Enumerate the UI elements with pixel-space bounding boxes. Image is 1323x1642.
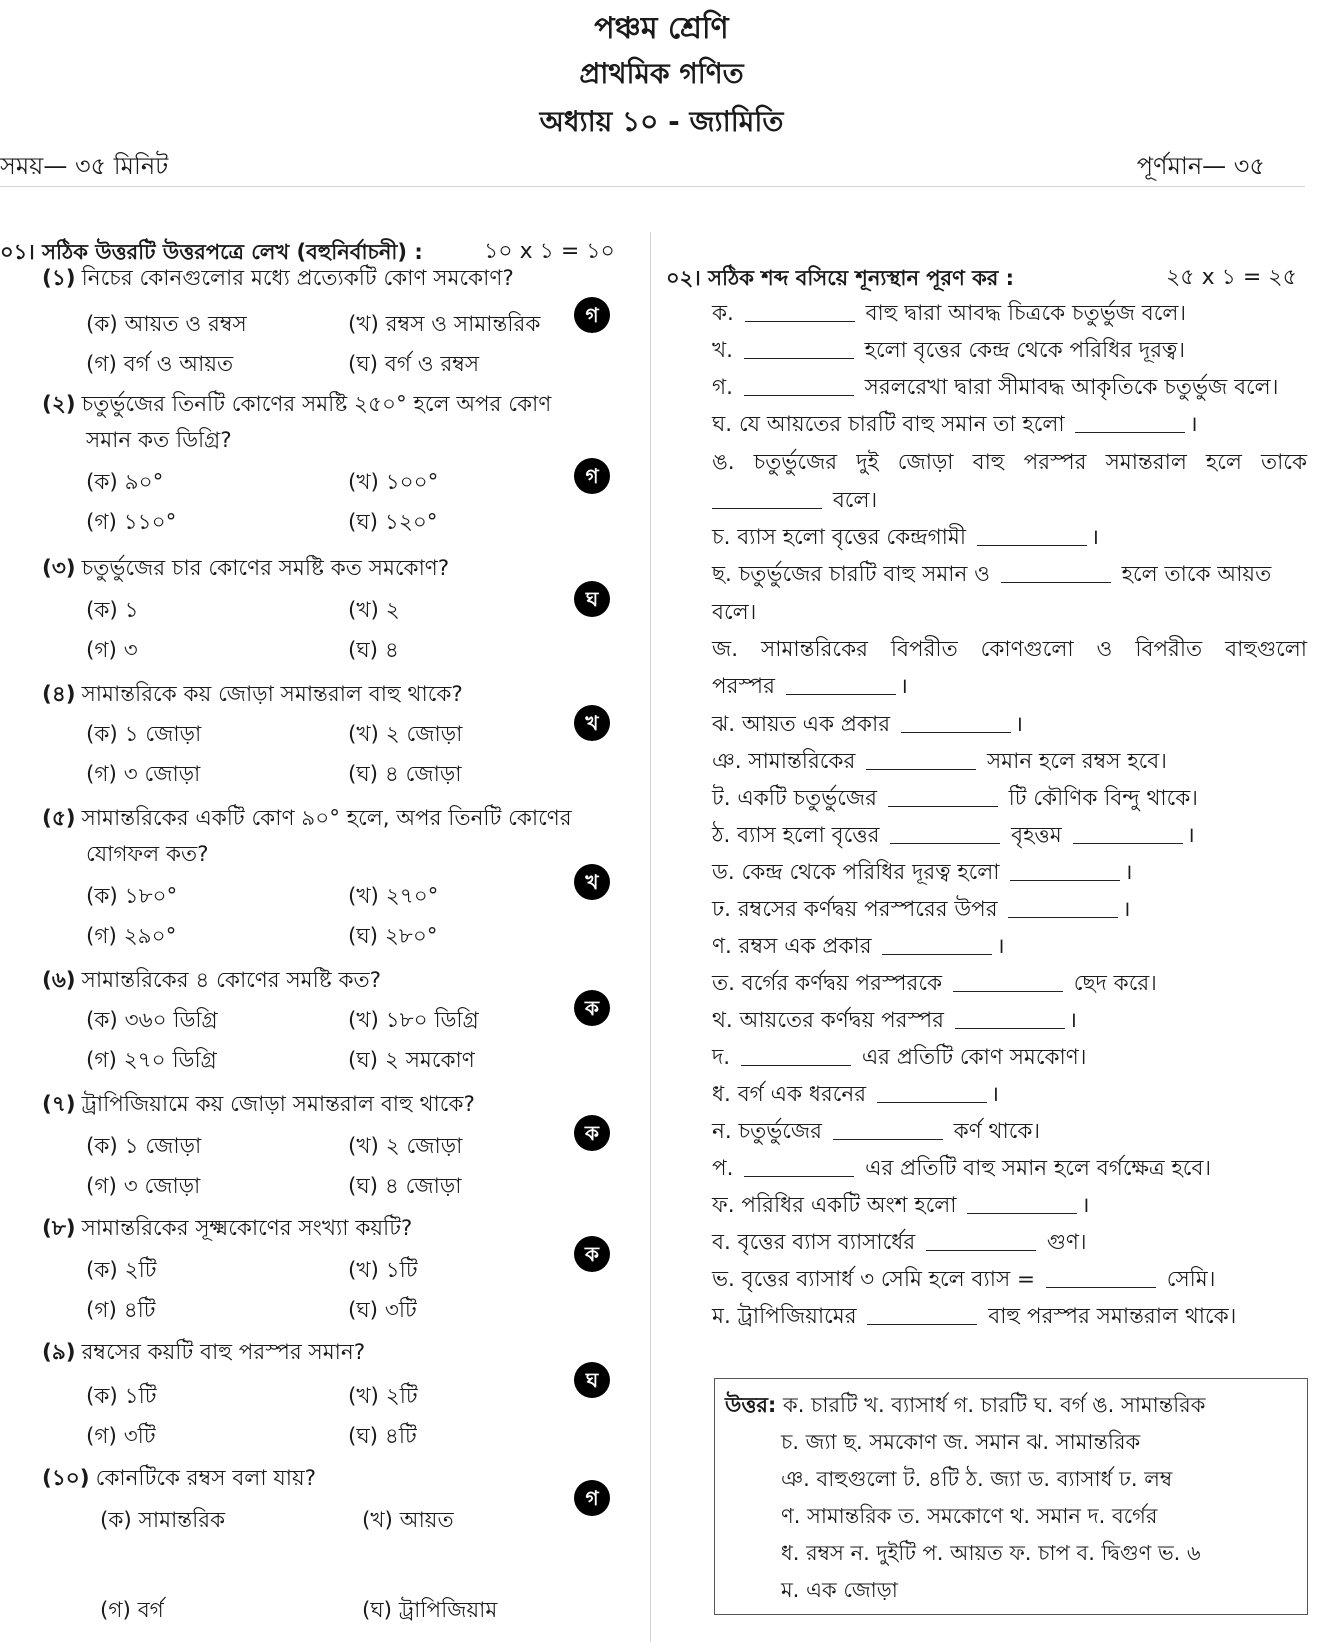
question-text: সামান্তরিকের ৪ কোণের সমষ্টি কত?: [81, 968, 382, 993]
mcq-question: [42, 800, 642, 838]
subject-title: প্রাথমিক গণিত: [579, 57, 744, 90]
blank: [1008, 895, 1118, 918]
blank: [741, 1043, 851, 1066]
fill-line: গ. সরলরেখা দ্বারা সীমাবদ্ধ আকৃতিকে চতুর্ভুজ বলে।: [712, 375, 1279, 400]
option-d: (ঘ) ট্রাপিজিয়াম: [362, 1598, 498, 1623]
question-text: ট্রাপিজিয়ামে কয় জোড়া সমান্তরাল বাহু থাকে?: [81, 1092, 475, 1117]
question-text: সামান্তরিকের সূক্ষ্মকোণের সংখ্যা কয়টি?: [81, 1216, 413, 1241]
answer-key-row: ঞ. বাহুগুলো ট. ৪টি ঠ. জ্যা ড. ব্যাসার্ধ ঢ. লম্ব: [781, 1467, 1173, 1491]
question-text-continued: যোগফল কত?: [86, 842, 209, 867]
fill-line: ছ. চতুর্ভুজের চারটি বাহু সমান ও হলে তাকে আয়ত: [712, 562, 1272, 587]
answer-badge: ঘ: [574, 581, 610, 617]
question-number: (৫): [42, 806, 76, 831]
answer-key-row: ণ. সামান্তরিক ত. সমকোণে থ. সমান দ. বর্গের: [781, 1504, 1158, 1528]
blank: [977, 523, 1087, 546]
option-a: (ক) ৯০°: [86, 470, 164, 495]
mcq-question: [42, 260, 642, 298]
fill-line: ন. চতুর্ভুজের কর্ণ থাকে।: [712, 1119, 1041, 1144]
option-d: (ঘ) বর্গ ও রম্বস: [348, 352, 480, 377]
question-text: নিচের কোনগুলোর মধ্যে প্রত্যেকটি কোণ সমকোণ?: [81, 266, 514, 291]
mcq-question: [42, 676, 642, 714]
question-number: (৩): [42, 556, 76, 581]
blank: [1046, 1265, 1156, 1288]
answer-badge: ঘ: [574, 1362, 610, 1398]
fill-line: ঙ. চতুর্ভুজের দুই জোড়া বাহু পরস্পর সমান্তরাল হলে তাকে: [712, 450, 1307, 475]
question-text: চতুর্ভুজের তিনটি কোণের সমষ্টি ২৫০° হলে অপর কোণ: [81, 392, 552, 417]
column-divider: [650, 232, 651, 1642]
option-c: (গ) ৩টি: [86, 1424, 156, 1449]
header-divider: [0, 186, 1305, 187]
option-b: (খ) ২: [348, 598, 400, 623]
option-c: (গ) বর্গ ও আয়ত: [86, 352, 234, 377]
blank: [744, 1154, 854, 1177]
option-d: (ঘ) ৪: [348, 638, 399, 663]
option-b: (খ) রম্বস ও সামান্তরিক: [348, 312, 541, 337]
answer-badge: খ: [574, 705, 610, 741]
option-b: (খ) ১০০°: [348, 470, 439, 495]
blank: [953, 969, 1063, 992]
section2-title: ০২। সঠিক শব্দ বসিয়ে শূন্যস্থান পূরণ কর :: [666, 266, 1015, 290]
class-title: পঞ্চম শ্রেণি: [594, 11, 729, 46]
option-c: (গ) ৩ জোড়া: [86, 1174, 201, 1199]
question-number: (৯): [42, 1340, 76, 1365]
fill-line: ঢ. রম্বসের কর্ণদ্বয় পরস্পরের উপর ।: [712, 897, 1131, 922]
option-a: (ক) ৩৬০ ডিগ্রি: [86, 1008, 218, 1033]
option-d: (ঘ) ২৮০°: [348, 924, 438, 949]
fill-line: খ. হলো বৃত্তের কেন্দ্র থেকে পরিধির দূরত্ব।: [712, 338, 1186, 363]
fill-line: ঞ. সামান্তরিকের সমান হলে রম্বস হবে।: [712, 749, 1167, 774]
fill-line: ব. বৃত্তের ব্যাস ব্যাসার্ধের গুণ।: [712, 1230, 1087, 1255]
blank: [744, 373, 854, 396]
option-b: (খ) ১টি: [348, 1258, 418, 1283]
fill-line: চ. ব্যাস হলো বৃত্তের কেন্দ্রগামী ।: [712, 525, 1099, 550]
option-a: (ক) আয়ত ও রম্বস: [86, 312, 247, 337]
full-marks: পূর্ণমান— ৩৫: [1136, 152, 1265, 180]
blank: [955, 1006, 1065, 1029]
mcq-question: [42, 1460, 642, 1498]
fill-line: পরস্পর ।: [712, 674, 908, 699]
fill-line: বলে।: [712, 600, 757, 625]
option-c: (গ) ৩: [86, 638, 138, 663]
question-number: (৮): [42, 1216, 76, 1241]
answer-badge: গ: [574, 297, 610, 333]
option-b: (খ) আয়ত: [362, 1508, 454, 1533]
fill-line: ম. ট্রাপিজিয়ামের বাহু পরস্পর সমান্তরাল থাকে।: [712, 1304, 1237, 1329]
blank: [901, 710, 1011, 733]
blank: [1010, 858, 1120, 881]
option-d: (ঘ) ৪ জোড়া: [348, 762, 462, 787]
question-text: সামান্তরিকে কয় জোড়া সমান্তরাল বাহু থাকে?: [81, 682, 463, 707]
fill-line: ণ. রম্বস এক প্রকার ।: [712, 934, 1005, 959]
answer-key-row: উত্তর: ক. চারটি খ. ব্যাসার্ধ গ. চারটি ঘ. বর্গ ঙ. সামান্তরিক: [725, 1393, 1206, 1417]
answer-badge: খ: [574, 864, 610, 900]
blank: [888, 784, 998, 807]
blank: [744, 336, 854, 359]
blank: [890, 821, 1000, 844]
chapter-title: অধ্যায় ১০ - জ্যামিতি: [539, 105, 784, 138]
blank: [926, 1228, 1036, 1251]
option-b: (খ) ২ জোড়া: [348, 722, 463, 747]
option-a: (ক) ১৮০°: [86, 884, 178, 909]
blank: [1075, 410, 1185, 433]
question-number: (৬): [42, 968, 76, 993]
fill-line: ক. বাহু দ্বারা আবদ্ধ চিত্রকে চতুর্ভুজ বলে।: [712, 301, 1187, 326]
option-d: (ঘ) ৪টি: [348, 1424, 417, 1449]
option-d: (ঘ) ১২০°: [348, 510, 438, 535]
question-number: (২): [42, 392, 76, 417]
blank: [786, 672, 896, 695]
fill-line: জ. সামান্তরিকের বিপরীত কোণগুলো ও বিপরীত বাহুগুলো: [712, 637, 1307, 662]
option-b: (খ) ২ জোড়া: [348, 1134, 463, 1159]
option-c: (গ) বর্গ: [100, 1598, 164, 1623]
option-d: (ঘ) ৩টি: [348, 1298, 417, 1323]
fill-line: প. এর প্রতিটি বাহু সমান হলে বর্গক্ষেত্র হবে।: [712, 1156, 1212, 1181]
blank: [1073, 821, 1183, 844]
blank: [745, 299, 855, 322]
answer-badge: ক: [574, 1236, 610, 1272]
fill-line: থ. আয়তের কর্ণদ্বয় পরস্পর ।: [712, 1008, 1077, 1033]
answer-badge: গ: [574, 1480, 610, 1516]
section2-score: ২৫ x ১ = ২৫: [1166, 265, 1297, 290]
fill-line: ত. বর্গের কর্ণদ্বয় পরস্পরকে ছেদ করে।: [712, 971, 1157, 996]
option-b: (খ) ১৮০ ডিগ্রি: [348, 1008, 479, 1033]
option-a: (ক) ১ জোড়া: [86, 1134, 202, 1159]
question-number: (১): [42, 266, 76, 291]
blank: [867, 1302, 977, 1325]
answer-badge: গ: [574, 458, 610, 494]
question-text: কোনটিকে রম্বস বলা যায়?: [95, 1466, 317, 1491]
fill-line: ট. একটি চতুর্ভুজের টি কৌণিক বিন্দু থাকে।: [712, 786, 1198, 811]
mcq-question: [42, 1086, 642, 1124]
option-a: (ক) ১: [86, 598, 139, 623]
blank: [712, 486, 822, 509]
option-a: (ক) সামান্তরিক: [100, 1508, 226, 1533]
fill-line: ভ. বৃত্তের ব্যাসার্ধ ৩ সেমি হলে ব্যাস = সেমি।: [712, 1267, 1216, 1292]
mcq-question: [42, 962, 642, 1000]
question-text: রম্বসের কয়টি বাহু পরস্পর সমান?: [81, 1340, 366, 1365]
question-text: চতুর্ভুজের চার কোণের সমষ্টি কত সমকোণ?: [81, 556, 450, 581]
fill-line: ঠ. ব্যাস হলো বৃত্তের বৃহত্তম ।: [712, 823, 1195, 848]
answer-badge: ক: [574, 990, 610, 1026]
option-a: (ক) ১টি: [86, 1384, 157, 1409]
option-c: (গ) ১১০°: [86, 510, 177, 535]
question-number: (১০): [42, 1466, 90, 1491]
fill-line: ঝ. আয়ত এক প্রকার ।: [712, 712, 1024, 737]
option-b: (খ) ২৭০°: [348, 884, 439, 909]
question-number: (৭): [42, 1092, 76, 1117]
blank: [967, 1191, 1077, 1214]
fill-line: ফ. পরিধির একটি অংশ হলো ।: [712, 1193, 1090, 1218]
answer-key-row: ধ. রম্বস ন. দুইটি প. আয়ত ফ. চাপ ব. দ্বিগুণ ভ. ৬: [781, 1541, 1201, 1565]
option-b: (খ) ২টি: [348, 1384, 418, 1409]
option-d: (ঘ) ২ সমকোণ: [348, 1048, 475, 1073]
fill-line: দ. এর প্রতিটি কোণ সমকোণ।: [712, 1045, 1087, 1070]
question-text: সামান্তরিকের একটি কোণ ৯০° হলে, অপর তিনটি কোণের: [81, 806, 572, 831]
option-a: (ক) ২টি: [86, 1258, 157, 1283]
question-number: (৪): [42, 682, 76, 707]
answer-key-label: উত্তর:: [725, 1393, 777, 1417]
option-d: (ঘ) ৪ জোড়া: [348, 1174, 462, 1199]
section1-score: ১০ x ১ = ১০: [484, 239, 615, 264]
blank: [833, 1117, 943, 1140]
option-c: (গ) ৪টি: [86, 1298, 156, 1323]
blank: [877, 1080, 987, 1103]
option-a: (ক) ১ জোড়া: [86, 722, 202, 747]
answer-key-box: [714, 1378, 1308, 1615]
section1-title: ০১। সঠিক উত্তরটি উত্তরপত্রে লেখ (বহুনির্বাচনী) :: [0, 240, 423, 264]
mcq-question: [42, 1334, 642, 1372]
time-limit: সময়— ৩৫ মিনিট: [0, 152, 169, 180]
option-c: (গ) ৩ জোড়া: [86, 762, 201, 787]
answer-key-row: চ. জ্যা ছ. সমকোণ জ. সমান ঝ. সামান্তরিক: [781, 1430, 1141, 1454]
fill-line: ড. কেন্দ্র থেকে পরিধির দূরত্ব হলো ।: [712, 860, 1133, 885]
option-c: (গ) ২৯০°: [86, 924, 177, 949]
mcq-question: [42, 1210, 642, 1248]
answer-key-row: ম. এক জোড়া: [781, 1578, 898, 1602]
option-c: (গ) ২৭০ ডিগ্রি: [86, 1048, 217, 1073]
mcq-question: [42, 386, 642, 424]
fill-line: ধ. বর্গ এক ধরনের ।: [712, 1082, 1000, 1107]
fill-line: বলে।: [712, 484, 1307, 520]
mcq-question: [42, 550, 642, 588]
fill-line: ঘ. যে আয়তের চারটি বাহু সমান তা হলো ।: [712, 412, 1198, 437]
blank: [866, 747, 976, 770]
blank: [1001, 560, 1111, 583]
answer-badge: ক: [574, 1115, 610, 1151]
question-text-continued: সমান কত ডিগ্রি?: [86, 428, 232, 453]
blank: [882, 932, 992, 955]
